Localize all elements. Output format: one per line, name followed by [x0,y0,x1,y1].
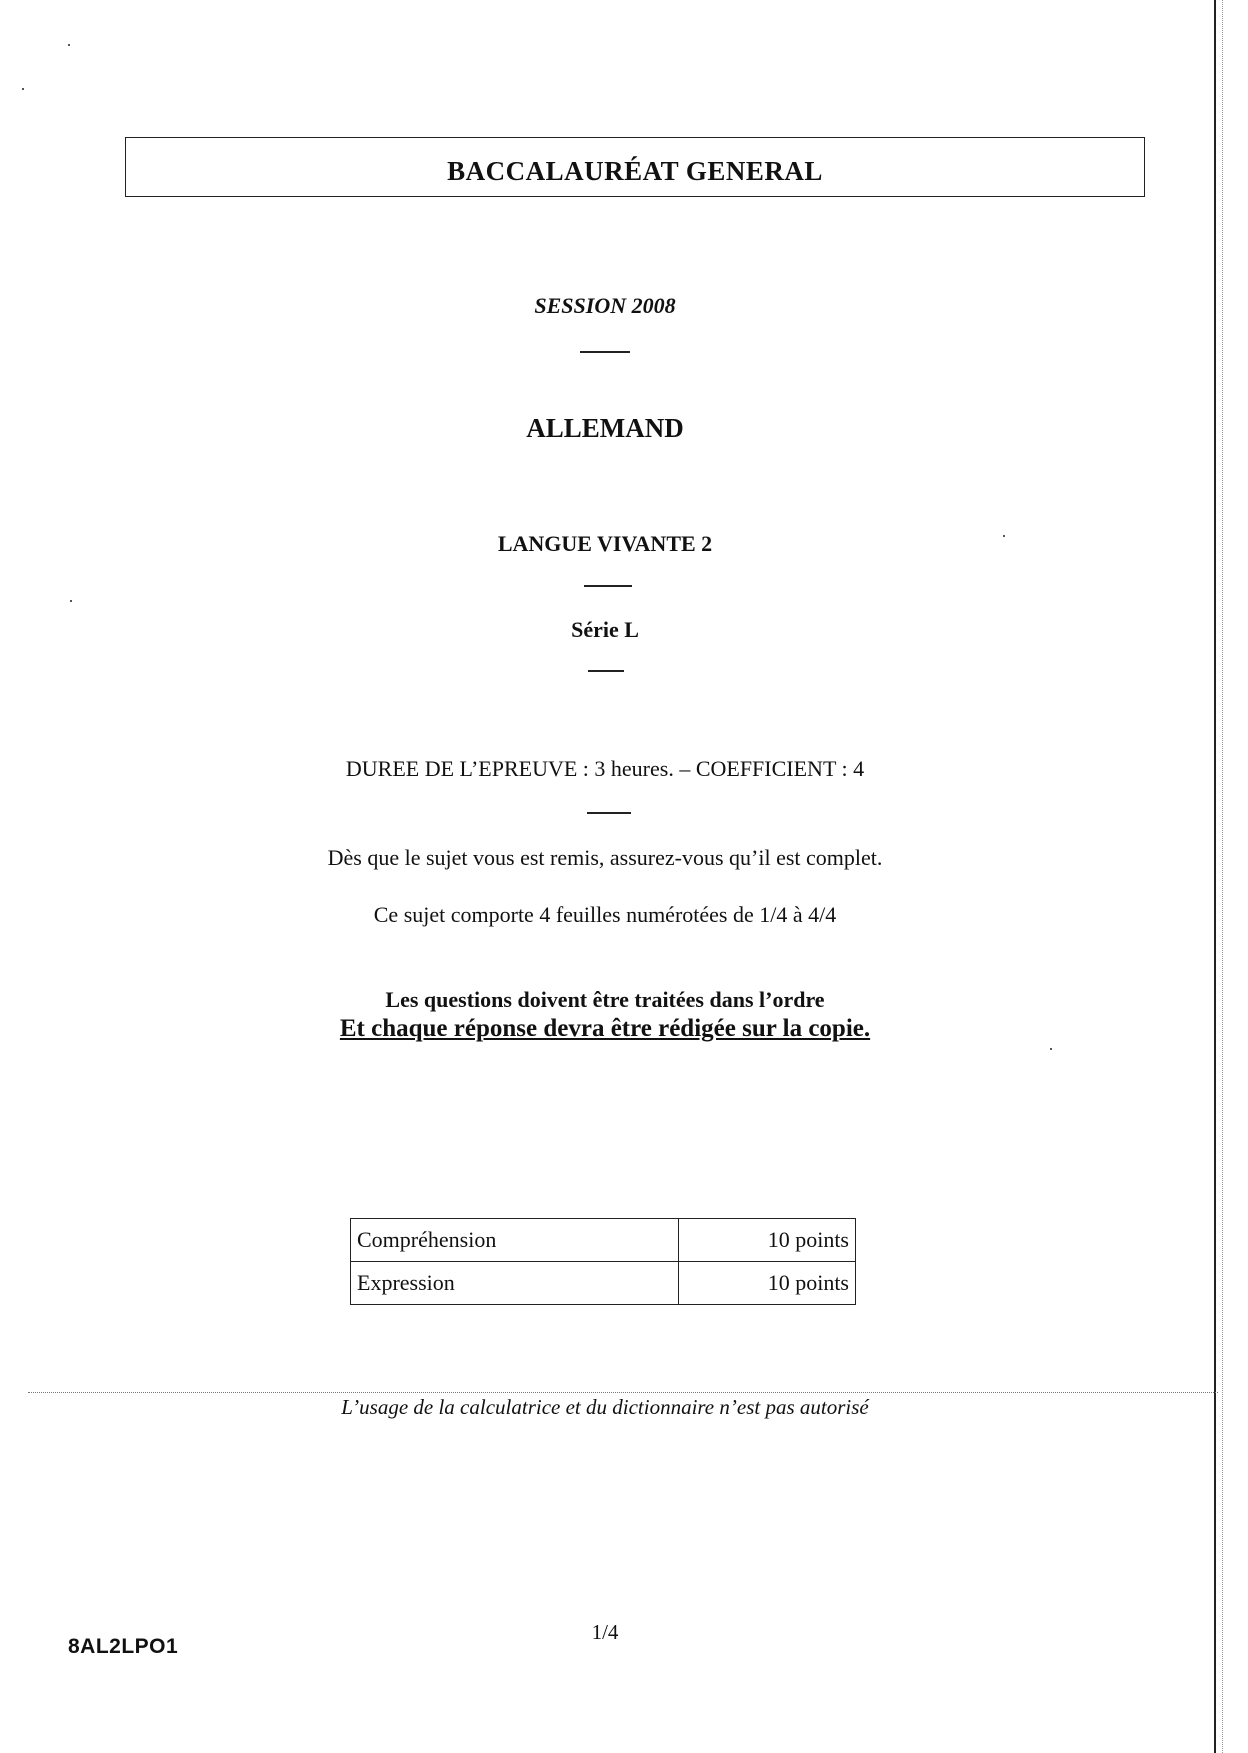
instruction-order: Les questions doivent être traitées dans l’ordre [385,987,825,1012]
instruction-copy: Et chaque réponse devra être rédigée sur la copie. [339,1015,871,1042]
separator-rule [580,351,630,353]
scoring-points: 10 points [679,1219,856,1262]
separator-rule [587,812,631,814]
scan-speck [68,44,70,46]
scan-edge-dots [1222,0,1224,1753]
completeness-note: Dès que le sujet vous est remis, assurez-vous qu’il est complet. [327,845,883,870]
calculator-notice: L’usage de la calculatrice et du dictionnaire n’est pas autorisé [341,1395,869,1419]
langue-label: LANGUE VIVANTE 2 [497,531,713,556]
session-label: SESSION 2008 [534,293,676,318]
page-count-note: Ce sujet comporte 4 feuilles numérotées de 1/4 à 4/4 [373,902,837,927]
table-row [351,1219,856,1262]
scoring-label: Compréhension [351,1219,679,1262]
scoring-points: 10 points [679,1262,856,1305]
separator-rule [588,670,624,672]
separator-rule [584,585,632,587]
scan-speck [22,88,24,90]
document-code: 8AL2LPO1 [68,1635,179,1658]
dotted-separator [28,1392,1218,1393]
page-number: 1/4 [591,1620,619,1644]
table-row [351,1262,856,1305]
serie-label: Série L [571,617,639,642]
scan-edge-line [1214,0,1216,1753]
exam-title: BACCALAURÉAT GENERAL [447,156,823,186]
scoring-table [350,1218,856,1305]
scoring-label: Expression [351,1262,679,1305]
scan-speck [70,600,72,602]
duration-coefficient: DUREE DE L’EPREUVE : 3 heures. – COEFFICIENT : 4 [345,756,865,781]
scan-speck [1050,1048,1052,1050]
subject-title: ALLEMAND [526,413,684,443]
